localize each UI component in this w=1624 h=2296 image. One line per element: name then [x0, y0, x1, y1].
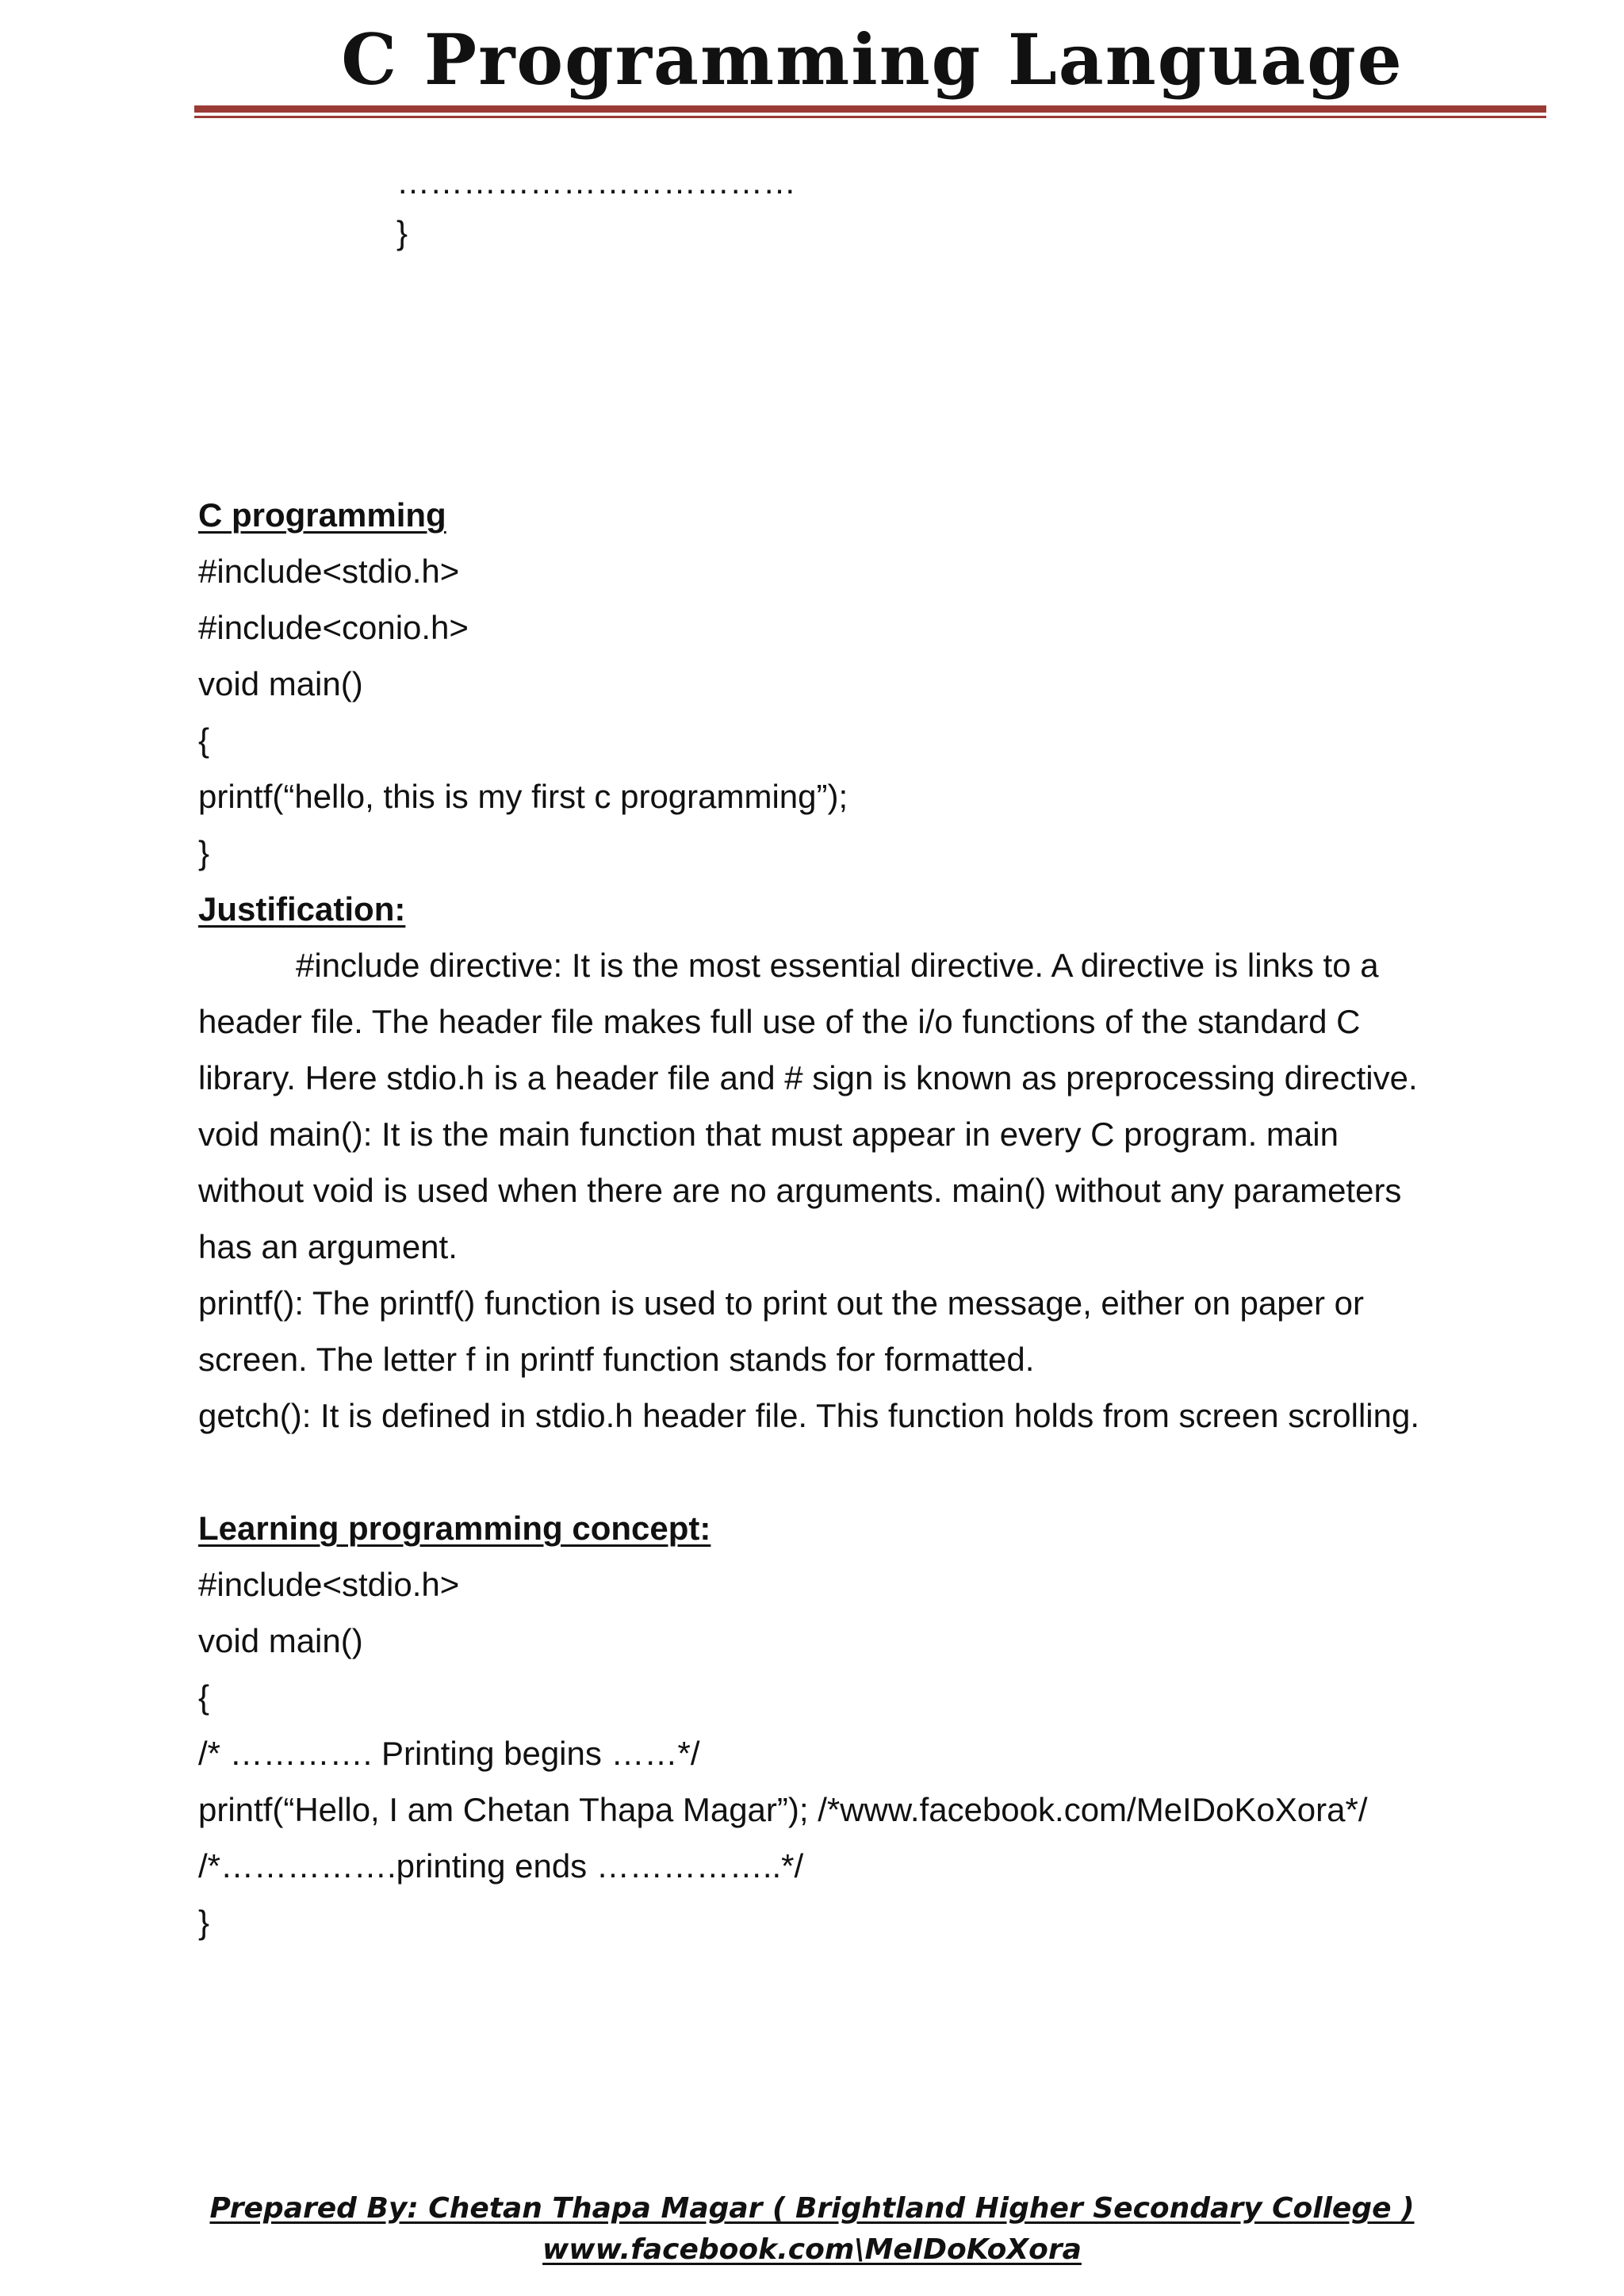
code-line: { [198, 1678, 210, 1716]
code-line: #include<stdio.h> [198, 1566, 460, 1603]
code-line: printf(“Hello, I am Chetan Thapa Magar”); /*www.facebook.com/MeIDoKoXora*/ [198, 1791, 1368, 1828]
header-rule-thin [194, 116, 1546, 118]
code-line: { [198, 721, 210, 759]
code-line: } [198, 1904, 210, 1941]
code-line: /*…………….printing ends ……………..*/ [198, 1847, 804, 1885]
section-heading-c-programming: C programming [198, 496, 446, 534]
paragraph-line: library. Here stdio.h is a header file and # sign is known as preprocessing directive. [198, 1059, 1418, 1096]
page-header [0, 16, 1624, 119]
paragraph-line: has an argument. [198, 1228, 458, 1265]
paragraph-line: void main(): It is the main function that must appear in every C program. main [198, 1115, 1339, 1153]
page-title: C Programming Language [341, 18, 1404, 101]
continuation-brace: } [396, 214, 408, 251]
page-footer [0, 2188, 1624, 2271]
paragraph-line: header file. The header file makes full use of the i/o functions of the standard C [198, 1003, 1361, 1040]
continuation-dots: ……………………………… [396, 163, 796, 201]
code-line: /* …………. Printing begins ……*/ [198, 1735, 700, 1772]
code-line: void main() [198, 665, 363, 702]
header-rule-thick [194, 105, 1546, 113]
paragraph-line: without void is used when there are no arguments. main() without any parameters [198, 1172, 1402, 1209]
code-line: } [198, 834, 210, 871]
code-line: #include<stdio.h> [198, 553, 460, 590]
paragraph-line: #include directive: It is the most essential directive. A directive is links to a [296, 947, 1379, 984]
section-heading-justification: Justification: [198, 890, 406, 928]
paragraph-line: getch(): It is defined in stdio.h header file. This function holds from screen scrolling. [198, 1397, 1419, 1434]
code-line: void main() [198, 1622, 363, 1659]
code-line: printf(“hello, this is my first c programming”); [198, 778, 848, 815]
footer-link[interactable]: www.facebook.com\MeIDoKoXora [542, 2233, 1082, 2266]
paragraph-line: screen. The letter f in printf function stands for formatted. [198, 1341, 1035, 1378]
code-line: #include<conio.h> [198, 609, 469, 646]
paragraph-line: printf(): The printf() function is used to print out the message, either on paper or [198, 1284, 1364, 1322]
section-heading-learning-concept: Learning programming concept: [198, 1510, 711, 1547]
footer-prepared-by: Prepared By: Chetan Thapa Magar ( Brightland Higher Secondary College ) [209, 2192, 1415, 2225]
